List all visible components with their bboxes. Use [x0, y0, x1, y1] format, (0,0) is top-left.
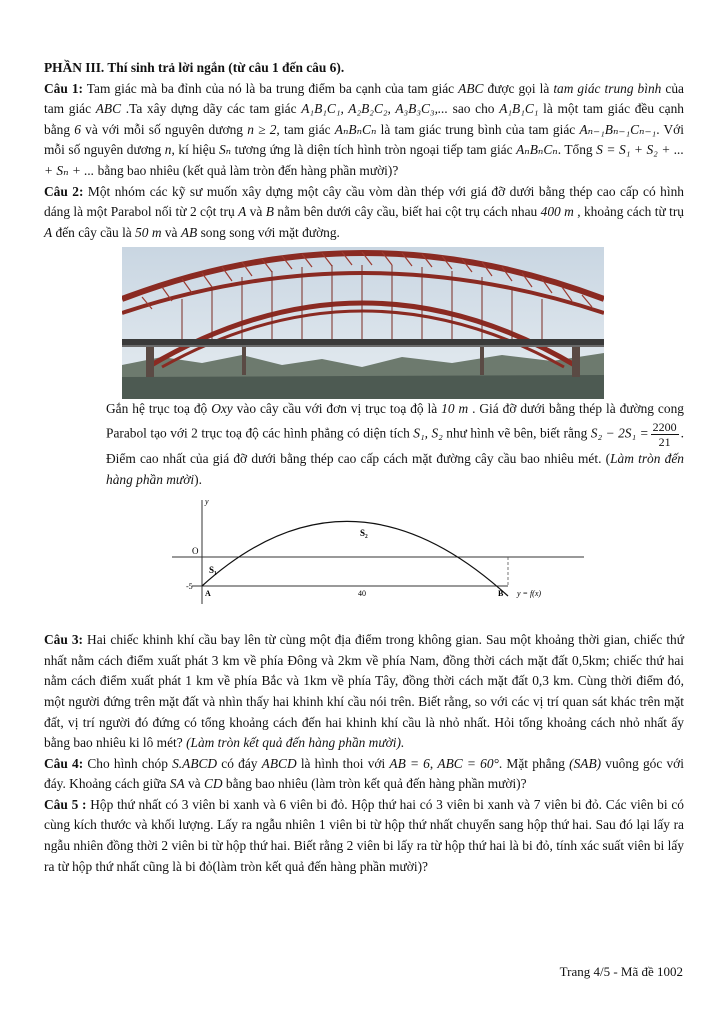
q2-math: A — [44, 224, 53, 240]
q1-text: , kí hiệu — [171, 142, 219, 158]
fraction-denominator: 21 — [658, 434, 671, 449]
q1-math: AₙBₙCₙ — [516, 142, 558, 158]
q2-text: nằm bên dưới cây cầu, biết hai cột trụ cách nhau — [273, 204, 541, 220]
q1-text: sao cho — [447, 101, 500, 117]
q2-text: và — [246, 204, 266, 220]
q1-text: .Ta xây dựng dãy các tam giác — [121, 101, 302, 117]
q1-math: n ≥ 2 — [247, 121, 277, 137]
point-b-label: B — [498, 589, 504, 599]
question-2 — [44, 182, 684, 244]
q4-text: có đáy — [217, 755, 262, 771]
bridge-deck-edge — [122, 345, 604, 347]
q2-math: 50 m — [135, 224, 162, 240]
q4-math: CD — [203, 776, 223, 792]
q4-math: ABCD — [261, 755, 297, 771]
q2-text: . Giá đỡ dưới bằng thép là đường cong Parabol tạo với 2 trục toạ độ các hình phẳng có diện tích — [106, 401, 684, 441]
q2-math: S₂ − 2S₁ = — [590, 425, 649, 441]
q1-math: A₁B₁C₁, A₂B₂C₂, A₃B₃C₃,... — [301, 101, 448, 117]
q2-text: , khoảng cách từ trụ — [573, 204, 684, 220]
q1-math: n — [164, 142, 172, 158]
q1-math: S = S₁ + S₂ + ... + Sₙ + ... — [44, 142, 684, 178]
section-title — [44, 58, 684, 79]
fraction-numerator: 2200 — [652, 419, 677, 434]
q2-math: Oxy — [211, 401, 233, 417]
q1-math: ABC — [458, 80, 484, 96]
bridge-photo — [122, 247, 604, 399]
q2-text: song song với mặt đường. — [197, 224, 340, 240]
q1-math: A₁B₁C₁ — [499, 101, 539, 117]
q4-text: . Mặt phẳng — [498, 755, 570, 771]
q1-text: là tam giác trung bình của tam giác — [376, 121, 580, 137]
forty-label: 40 — [358, 589, 366, 599]
q3-text: Hai chiếc khinh khí cầu bay lên từ cùng một địa điểm trong không gian. Sau một khoảng thời gian, chiếc thứ nhất nằm cách điểm xuất phát 3 km về phía Đông và 2km về phía Nam, đồng thời cách mặt đất 0,5km; chiếc thứ hai nằm cách điểm xuất phát 1 km về phía Bắc và 1km về phía Tây, đồng thời cách mặt đất 0,3 km. Cùng thời điểm đó, một người đứng trên mặt đất và nhìn thấy hai khinh khí cầu nói trên. Biết rằng, so với các vị trí quan sát khác trên mặt đất, vị trí người đó đứng có tổng khoảng cách đến hai khinh khí cầu là nhỏ nhất. Hỏi tổng khoảng cách nhỏ nhất ấy bằng bao nhiêu ki lô mét? — [44, 632, 684, 751]
q1-text: . Tổng — [557, 142, 597, 158]
question-5 — [44, 795, 684, 877]
q1-text: , tam giác — [276, 121, 335, 137]
q4-math: ABC = 60° — [437, 755, 499, 771]
parabola-graph — [172, 492, 592, 624]
q4-text: là hình thoi với — [296, 755, 390, 771]
q4-text: , — [429, 755, 438, 771]
q3-hint: (Làm tròn kết quả đến hàng phần mười). — [186, 735, 405, 751]
function-label: y = f(x) — [517, 589, 542, 599]
q2-math: A — [238, 204, 247, 220]
s2-label: S₂ — [360, 528, 368, 539]
q5-text: Hộp thứ nhất có 3 viên bi xanh và 6 viên bi đỏ. Hộp thứ hai có 3 viên bi xanh và 7 viên bi đỏ. Các viên bi có cùng kích thước và khối lượng. Lấy ra ngẫu nhiên 1 viên bi từ hộp thứ nhất chuyển sang hộp thứ hai. Sau đó lại lấy ra ngẫu nhiên đồng thời 2 viên bi từ hộp thứ hai. Biết rằng 2 viên bi lấy ra từ hộp thứ hai là bi đỏ, tính xác suất viên bi lấy ra từ hộp thứ nhất cũng là bi đỏ(làm tròn kết quả đến hàng phần mười)? — [44, 796, 684, 874]
page-footer: Trang 4/5 - Mã đề 1002 — [559, 964, 683, 979]
q2-fraction — [651, 420, 679, 449]
q1-text: Tam giác mà ba đỉnh của nó là ba trung điểm ba cạnh của tam giác — [83, 80, 459, 96]
q5-label: Câu 5 : — [44, 796, 87, 812]
q1-term: tam giác trung bình — [553, 80, 662, 96]
q2-text: . Điểm cao nhất của giá đỡ dưới bằng thép cao cấp cách mặt đường cây cầu bao nhiêu mét. ( — [106, 425, 685, 466]
question-4 — [44, 754, 684, 795]
s1-label: S₁ — [209, 565, 217, 576]
document-body — [44, 58, 684, 877]
q4-math: AB = 6 — [389, 755, 430, 771]
question-1 — [44, 79, 684, 182]
q2-label: Câu 2: — [44, 183, 84, 199]
q1-text: được gọi là — [483, 80, 554, 96]
q1-text: bằng bao nhiêu (kết quả làm tròn đến hàng phần mười)? — [94, 162, 399, 178]
point-a-label: A — [205, 589, 211, 599]
q1-math: Sₙ — [218, 142, 232, 158]
q4-text: Cho hình chóp — [83, 755, 173, 771]
q1-math: AₙBₙCₙ — [334, 121, 377, 137]
q1-math: 6 — [74, 121, 81, 137]
parabola-curve — [202, 522, 508, 597]
bridge-deck — [122, 339, 604, 345]
origin-label: O — [192, 546, 199, 557]
q4-label: Câu 4: — [44, 755, 84, 771]
q2-text: Một nhóm các kỹ sư muốn xây dựng một cây cầu vòm dàn thép với giá đỡ dưới bằng thép cao cấp có hình dáng là một Parabol nối từ 2 cột trụ — [44, 183, 684, 220]
q4-math: (SAB) — [569, 755, 602, 771]
q2-math: 10 m — [441, 401, 469, 417]
q4-math: S.ABCD — [172, 755, 218, 771]
section-title-text: PHẦN III. Thí sinh trả lời ngắn (từ câu 1 đến câu 6). — [44, 60, 345, 75]
q1-math: ABC — [95, 101, 122, 117]
question-3 — [44, 630, 684, 754]
q2-text: và — [161, 224, 181, 240]
river-bank — [122, 375, 604, 399]
q3-label: Câu 3: — [44, 632, 83, 648]
q2-math: AB — [180, 224, 198, 240]
q2-math: S₁, S₂ — [413, 425, 443, 441]
q1-text: tương ứng là diện tích hình tròn ngoại tiếp tam giác — [231, 142, 517, 158]
q4-text: vuông góc với đáy. Khoảng cách giữa — [44, 755, 684, 792]
q4-math: SA — [169, 776, 185, 792]
q1-math: Aₙ₋₁Bₙ₋₁Cₙ₋₁ — [579, 121, 657, 137]
minus-five-label: -5 — [186, 582, 193, 592]
q1-text: là một tam giác đều cạnh bằng — [44, 101, 685, 137]
q4-text: bằng bao nhiêu (làm tròn kết quả đến hàng phần mười)? — [222, 776, 527, 792]
q2-math: 400 m — [540, 204, 574, 220]
q4-text: và — [184, 776, 204, 792]
q2-math: B — [265, 204, 274, 220]
y-axis-label: y — [205, 497, 209, 507]
q2-hint: Làm tròn đến hàng phần mười — [106, 450, 684, 487]
q2-text: đến cây cầu là — [52, 224, 136, 240]
question-2-setup — [44, 399, 684, 490]
q1-label: Câu 1: — [44, 80, 83, 96]
q1-text: của tam giác — [44, 80, 684, 117]
q2-text: như hình vẽ bên, biết rằng — [442, 425, 591, 441]
q2-text: Gắn hệ trục toạ độ — [106, 401, 212, 417]
q2-text: ). — [194, 471, 202, 487]
q1-text: . Với mỗi số nguyên dương — [44, 121, 684, 158]
q2-text: vào cây cầu với đơn vị trục toạ độ là — [232, 401, 442, 417]
q1-text: và với mỗi số nguyên dương — [80, 121, 248, 137]
